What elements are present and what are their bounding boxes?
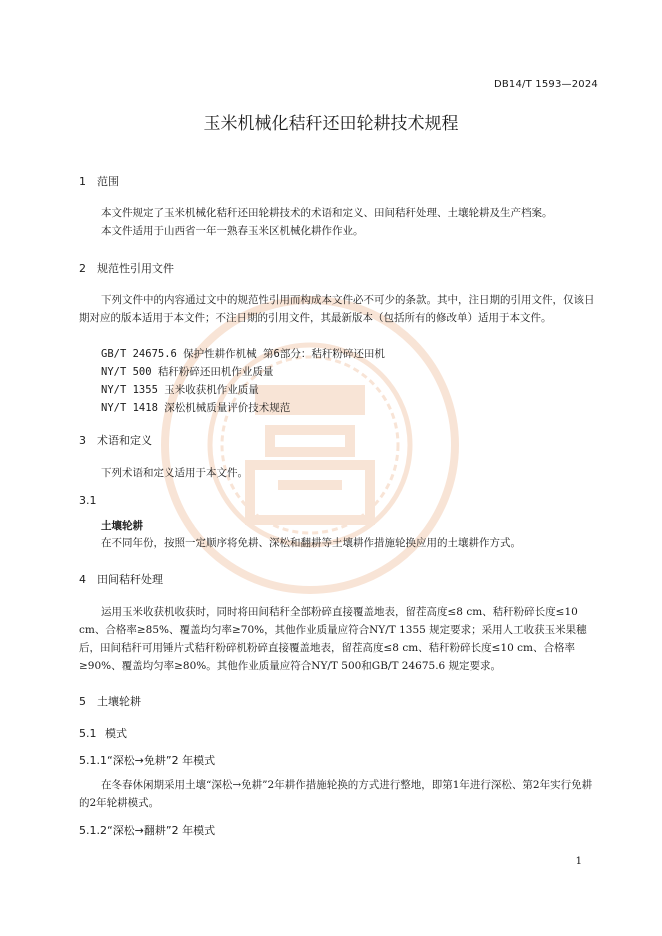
section-4-title: 田间秸秆处理 — [97, 573, 163, 586]
term-definition: 在不同年份，按照一定顺序将免耕、深松和翻耕等土壤耕作措施轮换应用的土壤耕作方式。 — [101, 537, 521, 549]
subsection-5-1-title: 模式 — [105, 727, 127, 740]
section-3-para-1: 下列术语和定义适用于本文件。 — [101, 467, 248, 479]
page-number: 1 — [575, 856, 582, 867]
section-2-number: 2 — [79, 262, 86, 275]
subsection-5-1-heading — [79, 725, 127, 741]
reference-item: NY/T 1355 玉米收获机作业质量 — [101, 384, 259, 396]
reference-item: NY/T 1418 深松机械质量评价技术规范 — [101, 402, 291, 414]
section-5-number: 5 — [79, 695, 86, 708]
section-2-heading — [79, 260, 174, 276]
standard-code: DB14/T 1593—2024 — [493, 79, 598, 90]
subsection-5-1-1-para: 在冬春休闲期采用土壤“深松→免耕”2年耕作措施轮换的方式进行整地，即第1年进行深松、第2年实行免耕的2年轮耕模式。 — [79, 779, 593, 809]
subsection-5-1-number: 5.1 — [79, 727, 97, 740]
section-4-para-1: 运用玉米收获机收获时，同时将田间秸秆全部粉碎直接覆盖地表，留茬高度≤8 cm、秸秆粉碎长度≤10 cm、合格率≥85%、覆盖均匀率≥70%，其他作业质量应符合NY/T 1355 规定要求；采用人工收获玉米果穗后，田间秸秆可用锤片式秸秆粉碎机粉碎直接覆盖地表，留茬高度≤8 cm、秸秆粉碎长度≤10 cm、合格率≥90%、覆盖均匀率≥80%。其他作业质量应符合NY/T 500和GB/T 24675.6 规定要求。 — [79, 606, 587, 672]
subsection-3-1-number: 3.1 — [79, 494, 97, 507]
section-2-para-1: 下列文件中的内容通过文中的规范性引用而构成本文件必不可少的条款。其中，注日期的引用文件，仅该日期对应的版本适用于本文件；不注日期的引用文件，其最新版本（包括所有的修改单）适用于本文件。 — [79, 294, 595, 324]
section-5-heading — [79, 693, 141, 709]
section-2-title: 规范性引用文件 — [97, 262, 174, 275]
reference-item: GB/T 24675.6 保护性耕作机械 第6部分：秸秆粉碎还田机 — [101, 348, 385, 360]
section-3-title: 术语和定义 — [97, 434, 152, 447]
section-1-para-1: 本文件规定了玉米机械化秸秆还田轮耕技术的术语和定义、田间秸秆处理、土壤轮耕及生产档案。 — [101, 207, 553, 219]
subsection-5-1-1-title: 5.1.1“深松→免耕”2 年模式 — [79, 754, 216, 767]
section-1-para-2: 本文件适用于山西省一年一熟春玉米区机械化耕作作业。 — [101, 225, 364, 237]
section-4-number: 4 — [79, 573, 86, 586]
section-1-number: 1 — [79, 175, 86, 188]
section-1-title: 范围 — [97, 175, 119, 188]
section-3-heading — [79, 432, 152, 448]
term-label: 土壤轮耕 — [101, 520, 143, 532]
section-4-heading — [79, 571, 163, 587]
subsection-5-1-2-title: 5.1.2“深松→翻耕”2 年模式 — [79, 824, 216, 837]
document-title: 玉米机械化秸秆还田轮耕技术规程 — [203, 114, 459, 134]
section-5-title: 土壤轮耕 — [97, 695, 141, 708]
section-1-heading — [79, 173, 119, 189]
reference-item: NY/T 500 秸秆粉碎还田机作业质量 — [101, 366, 274, 378]
section-3-number: 3 — [79, 434, 86, 447]
